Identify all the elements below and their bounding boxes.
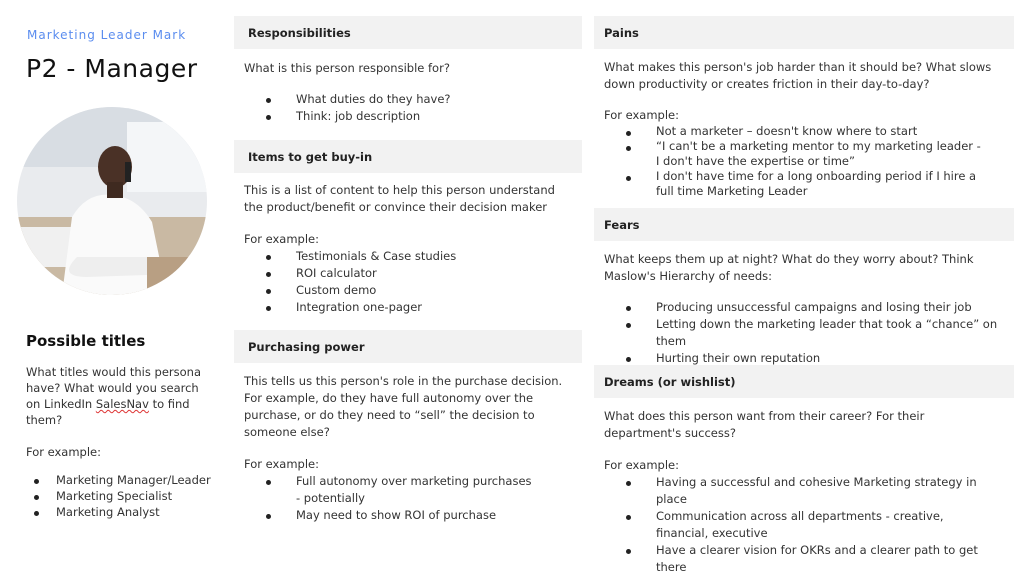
section-example: For example: bbox=[604, 458, 679, 472]
list-item: What duties do they have? bbox=[244, 91, 572, 108]
section-example: For example: bbox=[244, 232, 319, 246]
section-text: What does this person want from their career? For their department's success? bbox=[604, 409, 925, 440]
purchasing-section bbox=[234, 330, 582, 524]
list-item: Not a marketer – doesn't know where to start bbox=[604, 124, 984, 139]
section-heading: Fears bbox=[594, 208, 1014, 241]
pains-section bbox=[594, 16, 1014, 199]
section-example: For example: bbox=[604, 108, 679, 122]
dreams-section bbox=[594, 365, 1014, 576]
list-item: Full autonomy over marketing purchases - potentially bbox=[244, 473, 532, 507]
section-text: This tells us this person's role in the purchase decision. For example, do they have full autonomy over the purchase, or do they need to “sell” the decision to someone else? bbox=[244, 374, 563, 439]
list-item: Hurting their own reputation bbox=[604, 350, 1004, 367]
section-example: For example: bbox=[244, 457, 319, 471]
list-item: ROI calculator bbox=[244, 265, 572, 282]
list-item: Have a clearer vision for OKRs and a clearer path to get there bbox=[604, 542, 984, 576]
list-item: Custom demo bbox=[244, 282, 572, 299]
list-item: May need to show ROI of purchase bbox=[244, 507, 532, 524]
section-heading: Dreams (or wishlist) bbox=[594, 365, 1014, 398]
list-item: Integration one-pager bbox=[244, 299, 572, 316]
section-text: What keeps them up at night? What do they worry about? Think Maslow's Hierarchy of needs: bbox=[604, 252, 974, 283]
section-text: What is this person responsible for? bbox=[244, 61, 450, 75]
fears-section bbox=[594, 208, 1014, 367]
list-item: Marketing Specialist bbox=[26, 488, 216, 504]
possible-titles-heading: Possible titles bbox=[26, 332, 146, 350]
section-heading: Responsibilities bbox=[234, 16, 582, 49]
list-item: “I can't be a marketing mentor to my marketing leader - I don't have the expertise or time” bbox=[604, 139, 984, 169]
section-text: What makes this person's job harder than it should be? What slows down productivity or creates friction in their day-to-day? bbox=[604, 60, 992, 91]
section-heading: Items to get buy-in bbox=[234, 140, 582, 173]
list-item: Testimonials & Case studies bbox=[244, 248, 572, 265]
list-item: Having a successful and cohesive Marketing strategy in place bbox=[604, 474, 984, 508]
list-item: Letting down the marketing leader that took a “chance” on them bbox=[604, 316, 1004, 350]
list-item: Marketing Manager/Leader bbox=[26, 472, 216, 488]
possible-titles-text: What titles would this persona have? What would you search on LinkedIn SalesNav to find them? bbox=[26, 365, 201, 427]
possible-titles-example: For example: bbox=[26, 445, 101, 459]
list-item: I don't have time for a long onboarding period if I hire a full time Marketing Leader bbox=[604, 169, 984, 199]
list-item: Producing unsuccessful campaigns and losing their job bbox=[604, 299, 1004, 316]
section-heading: Purchasing power bbox=[234, 330, 582, 363]
list-item: Think: job description bbox=[244, 108, 572, 125]
list-item: Communication across all departments - creative, financial, executive bbox=[604, 508, 984, 542]
persona-title: P2 - Manager bbox=[26, 54, 198, 83]
buyin-section bbox=[234, 140, 582, 316]
responsibilities-section bbox=[234, 16, 582, 125]
section-heading: Pains bbox=[594, 16, 1014, 49]
persona-photo bbox=[17, 107, 207, 295]
list-item: Marketing Analyst bbox=[26, 504, 216, 520]
section-text: This is a list of content to help this person understand the product/benefit or convince their decision maker bbox=[244, 183, 555, 214]
persona-subtitle: Marketing Leader Mark bbox=[27, 28, 187, 42]
possible-titles-list bbox=[26, 472, 216, 520]
